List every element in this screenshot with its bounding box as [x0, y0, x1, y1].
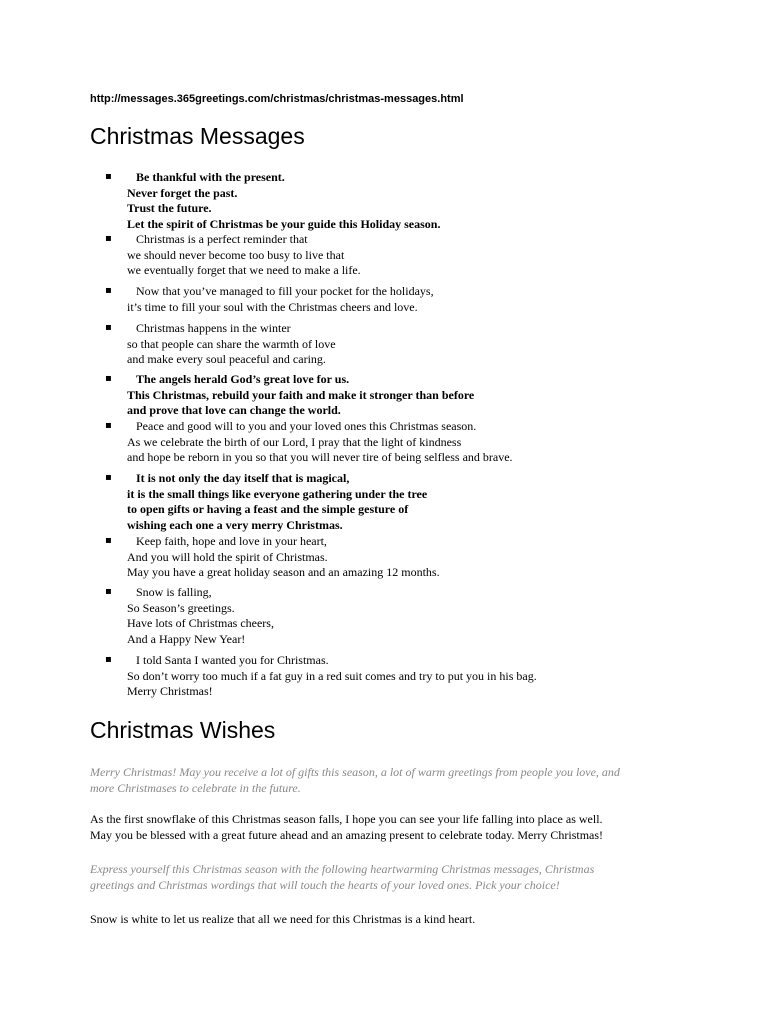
message-line: Never forget the past. — [127, 185, 238, 200]
wish-paragraph — [90, 812, 690, 843]
wish-line: As the first snowflake of this Christmas season falls, I hope you can see your life falling into place as well. — [90, 812, 603, 826]
source-url[interactable]: http://messages.365greetings.com/christmas/christmas-messages.html — [90, 93, 464, 105]
bullet-icon: ▪ — [105, 472, 112, 483]
messages-heading: Christmas Messages — [90, 123, 305, 149]
message-line: This Christmas, rebuild your faith and make it stronger than before — [127, 387, 475, 402]
bullet-icon: ▪ — [105, 586, 112, 597]
message-line: so that people can share the warmth of love — [127, 336, 336, 351]
message-line: So Season’s greetings. — [127, 600, 235, 615]
message-line: And you will hold the spirit of Christmas. — [127, 549, 328, 564]
message-line: and make every soul peaceful and caring. — [127, 352, 326, 367]
bullet-icon: ▪ — [105, 373, 112, 384]
wish-line: Express yourself this Christmas season with the following heartwarming Christmas messages, Christmas — [90, 862, 595, 876]
message-line: and hope be reborn in you so that you will never tire of being selfless and brave. — [127, 450, 513, 465]
message-line: wishing each one a very merry Christmas. — [127, 517, 343, 532]
message-line: we eventually forget that we need to make a life. — [127, 263, 361, 278]
message-line: The angels herald God’s great love for us. — [136, 372, 350, 386]
message-line: It is not only the day itself that is magical, — [136, 471, 350, 485]
message-line: So don’t worry too much if a fat guy in a red suit comes and try to put you in his bag. — [127, 668, 537, 683]
message-line: Christmas happens in the winter — [136, 321, 291, 335]
wish-paragraph — [90, 912, 690, 928]
message-line: Snow is falling, — [136, 585, 212, 599]
bullet-icon: ▪ — [105, 322, 112, 333]
message-line: Keep faith, hope and love in your heart, — [136, 534, 327, 548]
wish-line: Merry Christmas! May you receive a lot of gifts this season, a lot of warm greetings from people you love, and — [90, 765, 620, 779]
wish-line: more Christmases to celebrate in the future. — [90, 780, 301, 795]
wish-line: greetings and Christmas wordings that will touch the hearts of your loved ones. Pick your choice! — [90, 877, 560, 892]
message-line: it is the small things like everyone gathering under the tree — [127, 486, 428, 501]
message-line: Peace and good will to you and your loved ones this Christmas season. — [136, 419, 477, 433]
message-line: Have lots of Christmas cheers, — [127, 616, 274, 631]
wish-paragraph — [90, 765, 690, 796]
wish-paragraph — [90, 862, 690, 893]
message-line: As we celebrate the birth of our Lord, I pray that the light of kindness — [127, 434, 462, 449]
message-line: May you have a great holiday season and an amazing 12 months. — [127, 565, 440, 580]
message-line: we should never become too busy to live that — [127, 247, 345, 262]
message-line: it’s time to fill your soul with the Christmas cheers and love. — [127, 299, 418, 314]
message-line: Merry Christmas! — [127, 684, 213, 699]
bullet-icon: ▪ — [105, 171, 112, 182]
message-line: Trust the future. — [127, 201, 212, 216]
wish-line: Snow is white to let us realize that all we need for this Christmas is a kind heart. — [90, 912, 476, 926]
wishes-heading: Christmas Wishes — [90, 717, 276, 743]
bullet-icon: ▪ — [105, 654, 112, 665]
message-line: And a Happy New Year! — [127, 631, 246, 646]
message-line: Christmas is a perfect reminder that — [136, 232, 308, 246]
message-line: Let the spirit of Christmas be your guide this Holiday season. — [127, 216, 441, 231]
message-line: Be thankful with the present. — [136, 170, 285, 184]
message-line: to open gifts or having a feast and the simple gesture of — [127, 502, 409, 517]
bullet-icon: ▪ — [105, 285, 112, 296]
bullet-icon: ▪ — [105, 233, 112, 244]
bullet-icon: ▪ — [105, 535, 112, 546]
message-line: Now that you’ve managed to fill your pocket for the holidays, — [136, 284, 434, 298]
bullet-icon: ▪ — [105, 420, 112, 431]
message-line: and prove that love can change the world. — [127, 403, 341, 418]
message-line: I told Santa I wanted you for Christmas. — [136, 653, 329, 667]
wish-line: May you be blessed with a great future ahead and an amazing present to celebrate today. Merry Christmas! — [90, 827, 604, 842]
